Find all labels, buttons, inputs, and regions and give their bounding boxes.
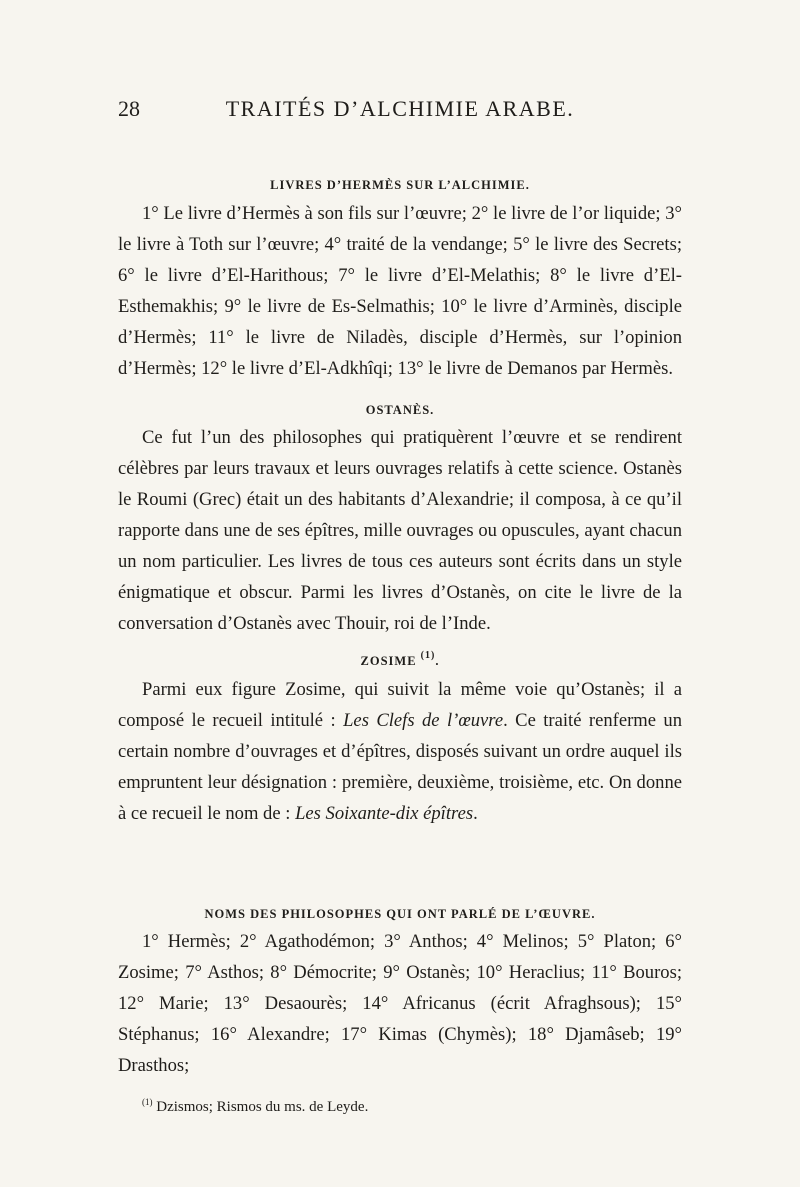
running-head bbox=[118, 96, 682, 126]
heading-zosime-text: ZOSIME bbox=[360, 654, 417, 668]
footnote-marker: (1) bbox=[142, 1097, 153, 1107]
zosime-text-mid: . Ce traité renferme un certain nombre d’ouvrages et d’épîtres, disposés suivant un ordre auquel ils empruntent leur désignation : première, deuxième, troisième, etc. On donne à ce recueil le nom de : bbox=[118, 710, 682, 824]
heading-noms-philosophes: NOMS DES PHILOSOPHES QUI ONT PARLÉ DE L’ŒUVRE. bbox=[204, 907, 596, 921]
paragraph-ostanes: Ce fut l’un des philosophes qui pratiquèrent l’œuvre et se rendirent célèbres par leurs travaux et leurs ouvrages relatifs à cette science. Ostanès le Roumi (Grec) était un des habitants d’Alexandrie; il composa, à ce qu’il rapporte dans une de ses épîtres, mille ouvrages ou opuscules, ayant chacun un nom particulier. Les livres de tous ces auteurs sont écrits dans un style énigmatique et obscur. Parmi les livres d’Ostanès, on cite le livre de la conversation d’Ostanès avec Thouir, roi de l’Inde. bbox=[118, 427, 682, 634]
zosime-text-start: Parmi eux figure Zosime, qui suivit la même voie qu’Ostanès; il a composé le recueil intitulé : bbox=[118, 679, 682, 731]
title-clefs-oeuvre: Les Clefs de l’œuvre bbox=[343, 710, 504, 731]
footnote-text: Dzismos; Rismos du ms. de Leyde. bbox=[156, 1099, 369, 1115]
footnote bbox=[142, 1099, 682, 1116]
paragraph-hermes-books: 1° Le livre d’Hermès à son fils sur l’œuvre; 2° le livre de l’or liquide; 3° le livre à Toth sur l’œuvre; 4° traité de la vendange; 5° le livre des Secrets; 6° le livre d’El-Harithous; 7° le livre d’El-Melathis; 8° le livre d’El-Esthemakhis; 9° le livre de Es-Selmathis; 10° le livre d’Arminès, disciple d’Hermès; 11° le livre de Niladès, disciple d’Hermès, sur l’opinion d’Hermès; 12° le livre d’El-Adkhîqi; 13° le livre de Demanos par Hermès. bbox=[118, 203, 682, 379]
footnote-reference: (1) bbox=[420, 650, 436, 661]
heading-ostanes: OSTANÈS. bbox=[365, 403, 435, 417]
title-soixante-dix-epitres: Les Soixante-dix épîtres bbox=[295, 803, 474, 824]
heading-zosime bbox=[118, 650, 682, 669]
running-title: TRAITÉS D’ALCHIMIE ARABE. bbox=[225, 96, 575, 121]
zosime-text-end: . bbox=[473, 803, 478, 824]
paragraph-zosime bbox=[118, 674, 682, 829]
page-number: 28 bbox=[118, 96, 140, 121]
paragraph-philosophers-list: 1° Hermès; 2° Agathodémon; 3° Anthos; 4° Melinos; 5° Platon; 6° Zosime; 7° Asthos; 8° Démocrite; 9° Ostanès; 10° Heraclius; 11° Bouros; 12° Marie; 13° Desaourès; 14° Africanus (écrit Afraghsous); 15° Stéphanus; 16° Alexandre; 17° Kimas (Chymès); 18° Djamâseb; 19° Drasthos; bbox=[118, 931, 682, 1076]
heading-hermes: LIVRES D’HERMÈS SUR L’ALCHIMIE. bbox=[270, 178, 530, 192]
heading-zosime-period: . bbox=[435, 654, 440, 668]
